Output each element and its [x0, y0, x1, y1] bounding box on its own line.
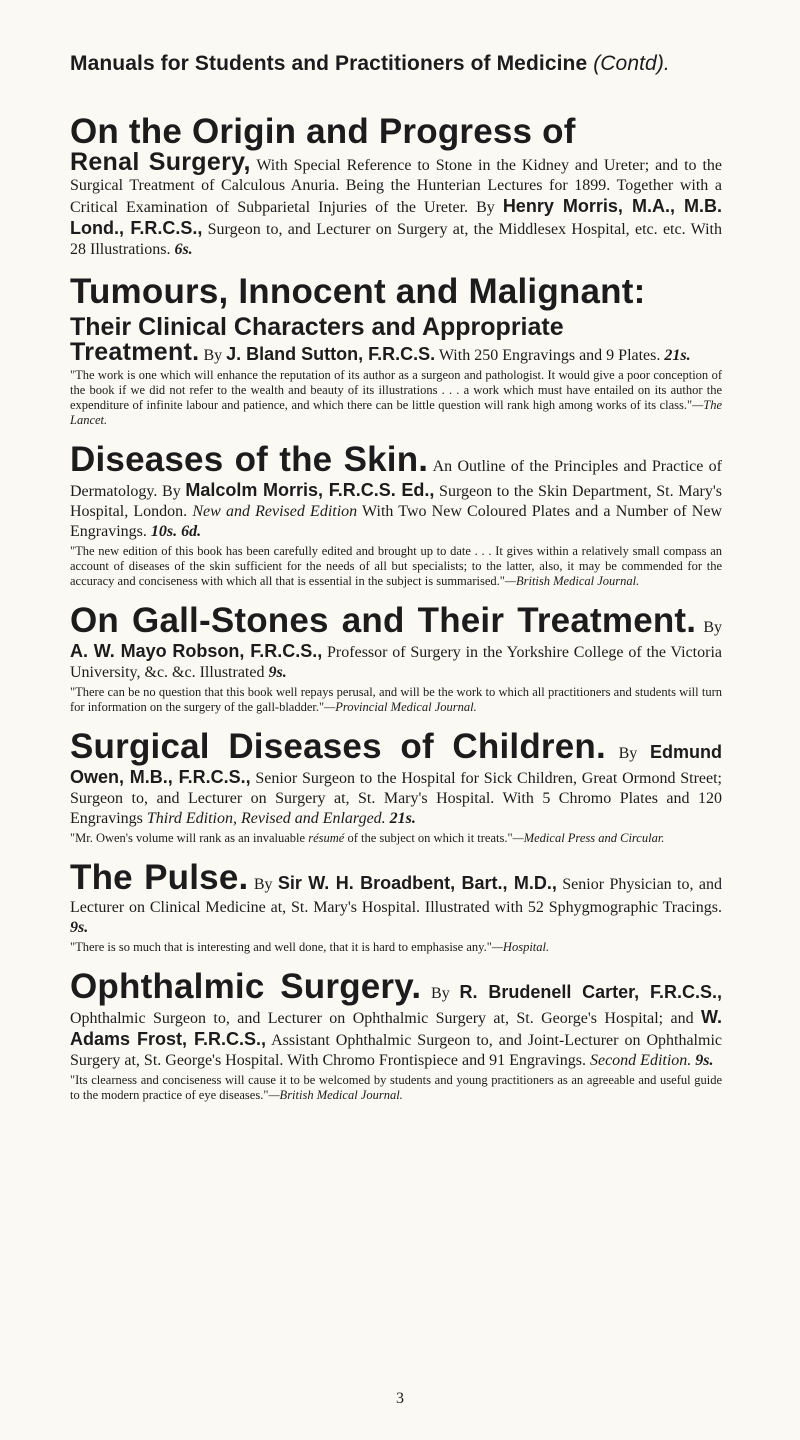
entry-surgical-diseases-of-children: [70, 727, 722, 846]
entry-edition: Second Edition.: [589, 1052, 692, 1069]
entry-title-inline: Renal Surgery,: [70, 148, 251, 176]
review-source: —Medical Press and Circular.: [512, 831, 665, 845]
entry-title-inline: The Pulse.: [70, 858, 249, 897]
entry-description: Diseases of the Skin. An Outline of the Principles and Practice of Dermatology. By Malcolm Morris, F.R.C.S. Ed., Surgeon to the Skin Department, St. Mary's Hospital, London. New and Revised Edition With Two New Coloured Plates and a Number of New Engravings. 10s. 6d.: [70, 440, 723, 540]
entry-price: 6s.: [174, 241, 193, 258]
entry-author: A. W. Mayo Robson, F.R.C.S.,: [70, 641, 323, 661]
entry-diseases-of-the-skin: [70, 440, 722, 589]
entry-review: "The new edition of this book has been carefully edited and brought up to date . . . It gives within a relatively small compass an account of diseases of the skin sufficient for the needs of all but specialists; to the latter, also, it may be commended for the accuracy and conciseness with which all that is essential in the subject is summarised."—British Medical Journal.: [70, 544, 722, 588]
entry-title-inline: On Gall-Stones and Their Treatment.: [70, 601, 697, 640]
review-source: —Hospital.: [491, 940, 550, 954]
entry-price: 9s.: [70, 919, 89, 936]
review-source: —The Lancet.: [70, 398, 722, 427]
entry-tumours: [70, 272, 722, 428]
entry-review: "Mr. Owen's volume will rank as an invaluable résumé of the subject on which it treats."—Medical Press and Circular.: [70, 831, 665, 845]
entry-price: 9s.: [695, 1052, 714, 1069]
entry-author: Sir W. H. Broadbent, Bart., M.D.,: [277, 873, 557, 893]
entry-review: "There is so much that is interesting and well done, that it is hard to emphasise any."—Hospital.: [70, 940, 550, 954]
entry-title-inline: Ophthalmic Surgery.: [70, 967, 422, 1006]
entry-author: Malcolm Morris, F.R.C.S. Ed.,: [185, 480, 435, 500]
entry-author: R. Brudenell Carter, F.R.C.S.,: [459, 982, 722, 1002]
entry-review: "Its clearness and conciseness will cause it to be welcomed by students and young practitioners as an agreeable and useful guide to the modern practice of eye diseases."—British Medical Journal.: [70, 1073, 722, 1102]
entry-price: 10s. 6d.: [150, 523, 202, 540]
review-source: —British Medical Journal.: [504, 574, 640, 588]
entry-price: 21s.: [664, 347, 691, 364]
running-head-contd: (Contd).: [593, 52, 670, 75]
entry-description: The Pulse. By Sir W. H. Broadbent, Bart., M.D., Senior Physician to, and Lecturer on Clinical Medicine at, St. Mary's Hospital. Illustrated with 52 Sphygmographic Tracings. 9s.: [70, 858, 722, 936]
entry-author: Henry Morris, M.A., M.B. Lond., F.R.C.S.,: [70, 196, 722, 238]
entry-title: On the Origin and Progress of: [70, 112, 576, 151]
entry-review: "The work is one which will enhance the reputation of its author as a surgeon and pathologist. It would give a poor conception of the book if we did not refer to the wealth and beauty of its illustrations . . . a work which must have entailed on its author the expenditure of infinite labour and patience, and which there can be little question will rank high among works of its class."—The Lancet.: [70, 368, 722, 427]
entry-gall-stones: [70, 601, 722, 715]
entry-subtitle: Their Clinical Characters and Appropriate: [70, 313, 564, 341]
running-head-title: Manuals for Students and Practitioners of Medicine: [70, 52, 588, 75]
entry-renal-surgery: [70, 112, 722, 260]
entry-title: Tumours, Innocent and Malignant:: [70, 272, 646, 311]
entry-title-inline: Diseases of the Skin.: [70, 440, 429, 479]
entry-price: 21s.: [389, 810, 416, 827]
page-number: 3: [396, 1390, 404, 1407]
entry-description: Surgical Diseases of Children. By Edmund Owen, M.B., F.R.C.S., Senior Surgeon to the Hospital for Sick Children, Great Ormond Street; Surgeon to, and Lecturer on Surgery at, St. Mary's Hospital. With 5 Chromo Plates and 120 Engravings Third Edition, Revised and Enlarged. 21s.: [70, 727, 722, 827]
entry-author: J. Bland Sutton, F.R.C.S.: [226, 344, 436, 364]
entry-review: "There can be no question that this book well repays perusal, and will be the work to which all practitioners and students will turn for information on the surgery of the gall-bladder."—Provincial Medical Journal.: [70, 685, 722, 714]
entry-title-inline: Treatment.: [70, 338, 200, 366]
entry-description: Renal Surgery, With Special Reference to Stone in the Kidney and Ureter; and to the Surgical Treatment of Calculous Anuria. Being the Hunterian Lectures for 1899. Together with a Critical Examination of Subparietal Injuries of the Ureter. By Henry Morris, M.A., M.B. Lond., F.R.C.S., Surgeon to, and Lecturer on Surgery at, the Middlesex Hospital, etc. etc. With 28 Illustrations. 6s.: [70, 148, 722, 258]
entry-edition: New and Revised Edition: [192, 503, 358, 520]
entry-price: 9s.: [268, 664, 287, 681]
entry-title-inline: Surgical Diseases of Children.: [70, 727, 606, 766]
entry-ophthalmic-surgery: [70, 967, 722, 1103]
entry-description: Treatment. By J. Bland Sutton, F.R.C.S. With 250 Engravings and 9 Plates. 21s.: [70, 338, 691, 366]
entry-the-pulse: [70, 858, 722, 955]
entry-description: Ophthalmic Surgery. By R. Brudenell Carter, F.R.C.S., Ophthalmic Surgeon to, and Lecturer on Ophthalmic Surgery at, St. George's Hospital; and W. Adams Frost, F.R.C.S., Assistant Ophthalmic Surgeon to, and Joint-Lecturer on Ophthalmic Surgery at, St. George's Hospital. With Chromo Frontispiece and 91 Engravings. Second Edition. 9s.: [70, 967, 722, 1069]
entry-author-2: W. Adams Frost, F.R.C.S.,: [70, 1007, 722, 1049]
entry-edition: Third Edition, Revised and Enlarged.: [146, 810, 386, 827]
review-source: —Provincial Medical Journal.: [324, 700, 477, 714]
entry-author: Edmund Owen, M.B., F.R.C.S.,: [70, 742, 722, 787]
running-head: [70, 52, 722, 76]
review-source: —British Medical Journal.: [268, 1088, 403, 1102]
entry-description: On Gall-Stones and Their Treatment. By A. W. Mayo Robson, F.R.C.S., Professor of Surgery in the Yorkshire College of the Victoria University, &c. &c. Illustrated 9s.: [70, 601, 722, 681]
